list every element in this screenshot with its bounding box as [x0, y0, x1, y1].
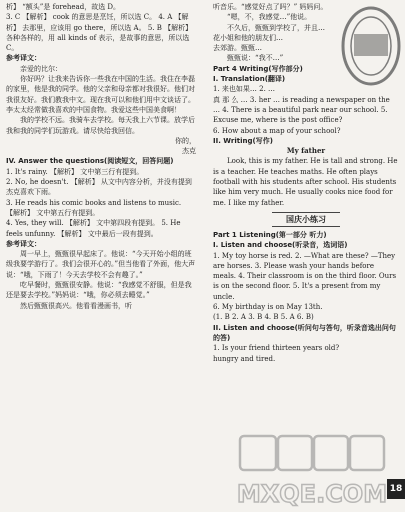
- svg-text:MXQE.COM: MXQE.COM: [236, 480, 388, 508]
- answer-item: 3. He reads his comic books and listens to music. 【解析】 文中第五行有提到。: [6, 198, 182, 217]
- listen2-item: 1. Is your friend thirteen years old?: [213, 344, 340, 353]
- listen1-answers: (1. B 2. A 3. B 4. B 5. A 6. B): [213, 313, 314, 322]
- essay-body: Look, this is my father. He is tall and strong. He is a teacher. He teaches maths. He often plays football with his students after school. His students like him very much. He usually cooks nice food for me. I like my father.: [213, 157, 398, 207]
- story-line: 去郊游。甄甄…: [213, 44, 262, 53]
- story-paragraph: 吃早餐时，甄甄很安静。他说：“我感觉不舒服，但是我还是要去学校。”妈妈说：“哦，你必须去睡觉。”: [6, 281, 192, 300]
- story-line: 不久后，甄甄到学校了，并且…: [227, 23, 325, 32]
- translation-section-heading: I. Translation(翻译): [213, 75, 286, 84]
- listen1-item: 6. My birthday is on May 13th.: [213, 303, 323, 312]
- letter-greeting: 亲爱的比尔：: [20, 64, 62, 73]
- answer-item: 2. No, he doesn't. 【解析】 从文中内容分析，并没有提到杰克喜欢下雨。: [6, 178, 192, 197]
- story-line: 听音乐。“感觉好点了吗？” 妈妈问。: [213, 3, 328, 11]
- story-line: “嗯，不，我感觉…”他说。: [227, 13, 312, 22]
- listen1-item: 1. My toy horse is red. 2. —What are these? —They are horses. 3. Please wash your hands before meals. 4. Their classroom is on the third floor. Ours is on the second floor. 5. It's a present from my uncle.: [213, 251, 397, 301]
- section-title: 国庆小练习: [272, 212, 340, 227]
- answer-item: 4. Yes, they will. 【解析】 文中第四段有提到。 5. He feels unfunny. 【解析】 文中最后一段有提到。: [6, 219, 181, 238]
- story-line: 花小姐和他的朋友们…: [213, 33, 283, 42]
- listen2-heading: II. Listen and choose(听问句与答句，听录音选出问句的答): [213, 323, 396, 342]
- answer-line: 3. C 【解析】 cook 的意思是烹饪，所以选 C。 4. A 【解析】 去那里，应该用 go there，所以选 A。 5. B 【解析】 各种各样的，用 all kinds of 表示，是故事的意思，所以选 C。: [6, 13, 193, 53]
- story-line: 甄甄说：“我不…”: [227, 54, 284, 63]
- listen1-heading: I. Listen and choose(听录音，选词语): [213, 241, 348, 250]
- letter-paragraph: 你好吗？让我来告诉你一些我在中国的生活。我住在李磊的家里，他是我的同学。他的父亲和母亲都对我很好。他们对我很友好。我们教我中文。现在我可以和他们用中文谈话了。李太太经常做我喜欢的中国食物。我爱这些中国美食啊！: [6, 75, 195, 114]
- listen2-item: hungry and tired.: [213, 354, 276, 363]
- essay-title: My father: [286, 146, 326, 156]
- watermark-logo-icon: [232, 432, 392, 510]
- part4-heading: Part 4 Writing(写作部分): [213, 64, 303, 73]
- translation-item: 真 那 么 … 3. her … is reading a newspaper on the … 4. There is a beautiful park near our school. 5. Excuse me, where is the post office?: [213, 95, 390, 125]
- part1-heading: Part 1 Listening(第一部分 听力): [213, 230, 327, 239]
- translation-item: 1. 来也如果… 2. …: [213, 85, 276, 94]
- story-paragraph: 然后甄甄很高兴。他看看漫画书，听: [20, 301, 132, 310]
- translation-heading: 参考译文：: [6, 53, 41, 63]
- story-paragraph: 周一早上，甄甄很早起床了。他说：“今天开始小组的班级我要学游行了。我们会很开心的。”但当他看了外面，他大声说：“哦，下雨了！今天去学校不会有趣了。”: [6, 250, 196, 279]
- letter-paragraph: 我的学校不远。我骑车去学校。每天我上六节课。放学后我和我的同学们玩游戏。请尽快给我回信。: [6, 116, 195, 135]
- letter-closing: 你的，: [175, 136, 196, 145]
- section-title-bar: [213, 212, 399, 227]
- page-number: 18: [387, 479, 405, 499]
- stamp-icon: [340, 4, 402, 88]
- translation-item: 6. How about a map of your school?: [213, 126, 341, 135]
- translation-heading-2: 参考译文：: [6, 238, 41, 248]
- section-iv-heading: IV. Answer the questions(阅读短文，回答问题): [6, 157, 174, 166]
- writing-heading: II. Writing(写作): [213, 136, 273, 145]
- answer-item: 1. It's rainy. 【解析】 文中第三行有提到。: [6, 167, 144, 176]
- answer-line: 析】 “额头”是 forehead，故选 D。: [6, 3, 121, 11]
- left-column: [6, 2, 196, 311]
- letter-signature: 杰克: [182, 147, 196, 156]
